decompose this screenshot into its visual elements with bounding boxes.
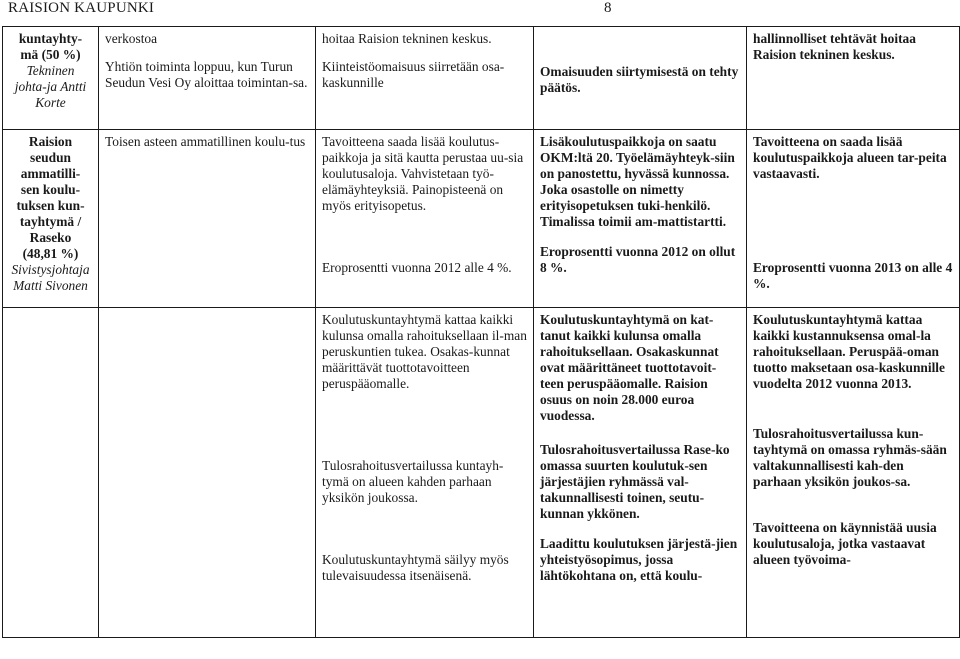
realization-cell: [534, 308, 747, 638]
target-new-fields-text: Tavoitteena on käynnistää uusia koulutusaloja, jotka vastaavat alueen työvoima-: [753, 520, 937, 567]
target-text: Tavoitteena on saada lisää koulutuspaikkoja alueen tar-peita vastaavasti.: [753, 134, 947, 181]
task-note: Yhtiön toiminta loppuu, kun Turun Seudun Vesi Oy aloittaa toimintan-sa.: [105, 59, 308, 90]
goal-text: Tavoitteena saada lisää koulutus-paikkoja ja sitä kautta perustaa uu-sia koulutusaloja. Vahvistetaan työ-elämäyhteyksiä. Painopisteenä on myös erityisopetus.: [322, 134, 524, 213]
target-text: hallinnolliset tehtävät hoitaa Raision tekninen keskus.: [753, 31, 916, 62]
table-row: [3, 27, 960, 130]
goal-note: Kiinteistöomaisuus siirretään osa-kaskunnille: [322, 59, 505, 90]
goal-cell: [316, 308, 534, 638]
realization-cell: [534, 27, 747, 130]
org-share-line: mä (50 %): [20, 47, 81, 62]
table-row: [3, 308, 960, 638]
realization-cell: [534, 130, 747, 308]
target-cell: [747, 27, 960, 130]
document-title: RAISION KAUPUNKI: [8, 0, 155, 16]
org-cell: [3, 308, 99, 638]
goal-text: hoitaa Raision tekninen keskus.: [322, 31, 492, 46]
goal-text: Koulutuskuntayhtymä kattaa kaikki kulunsa omalla rahoituksellaan il-man peruskuntien tukea. Osakas-kunnat määrittävät tuottotavoitteen peruspääomalle.: [322, 312, 527, 391]
goal-dropout-text: Eroprosentti vuonna 2012 alle 4 %.: [322, 260, 512, 275]
target-dropout-text: Eroprosentti vuonna 2013 on alle 4 %.: [753, 260, 953, 291]
target-cell: [747, 130, 960, 308]
org-name-line: sen koulu-: [20, 182, 81, 197]
goal-cell: [316, 27, 534, 130]
task-cell: [99, 308, 316, 638]
page-header: [0, 0, 960, 24]
org-name-line: tuksen kun-: [16, 198, 85, 213]
target-ranking-text: Tulosrahoitusvertailussa kun-tayhtymä on omassa ryhmäs-sään valtakunnallisesti kah-den parhaan yksikön joukos-sa.: [753, 426, 947, 489]
realization-text: Lisäkoulutuspaikkoja on saatu OKM:ltä 20. Työelämäyhteyk-siin on panostettu, hyvässä kunnossa. Joka osastolle on nimetty erityisopetuksen tuki-henkilö. Timalissa toimii am-mattistartti.: [540, 134, 735, 229]
org-cell: [3, 130, 99, 308]
org-name-line: ammatilli-: [20, 166, 81, 181]
realization-text: Omaisuuden siirtymisestä on tehty päätös.: [540, 64, 739, 95]
org-name-line: tayhtymä /: [19, 214, 82, 229]
realization-ranking-text: Tulosrahoitusvertailussa Rase-ko omassa suurten koulutuk-sen järjestäjien ryhmässä val-takunnallisesti toinen, seutu-kunnan ykkönen.: [540, 442, 730, 521]
org-cell: [3, 27, 99, 130]
org-contact-title: Sivistysjohtaja: [11, 262, 90, 277]
realization-agreement-text: Laadittu koulutuksen järjestä-jien yhteistyösopimus, jossa lähtökohtana on, että koulu-: [540, 536, 738, 583]
page-number: 8: [604, 0, 612, 16]
org-name-line: Raision: [28, 134, 73, 149]
realization-dropout-text: Eroprosentti vuonna 2012 on ollut 8 %.: [540, 244, 736, 275]
goal-ranking-text: Tulosrahoitusvertailussa kuntayh-tymä on alueen kahden parhaan yksikön joukossa.: [322, 458, 504, 505]
org-contact: Tekninen johta-ja Antti Korte: [14, 63, 87, 110]
org-name-line: kuntayhty-: [18, 31, 83, 46]
evaluation-table: [2, 26, 960, 638]
org-name-line: seudun: [30, 150, 71, 165]
task-cell: [99, 130, 316, 308]
target-text: Koulutuskuntayhtymä kattaa kaikki kustannuksensa omal-la rahoituksellaan. Peruspää-oman tuotto maksetaan osa-kaskunnille vuodelta 2012 vuonna 2013.: [753, 312, 945, 391]
realization-text: Koulutuskuntayhtymä on kat-tanut kaikki kulunsa omalla rahoituksellaan. Osakaskunnat ovat määrittäneet tuottotavoit-teen peruspääomalle. Raision osuus on noin 28.000 euroa vuodessa.: [540, 312, 719, 423]
task-text: verkostoa: [105, 31, 158, 46]
org-name-line: Raseko: [29, 230, 72, 245]
target-cell: [747, 308, 960, 638]
task-text: Toisen asteen ammatillinen koulu-tus: [105, 134, 306, 149]
goal-cell: [316, 130, 534, 308]
task-cell: [99, 27, 316, 130]
goal-future-text: Koulutuskuntayhtymä säilyy myös tulevaisuudessa itsenäisenä.: [322, 552, 509, 583]
org-share-line: (48,81 %): [22, 246, 79, 261]
org-contact-name: Matti Sivonen: [13, 278, 88, 293]
table-row: [3, 130, 960, 308]
